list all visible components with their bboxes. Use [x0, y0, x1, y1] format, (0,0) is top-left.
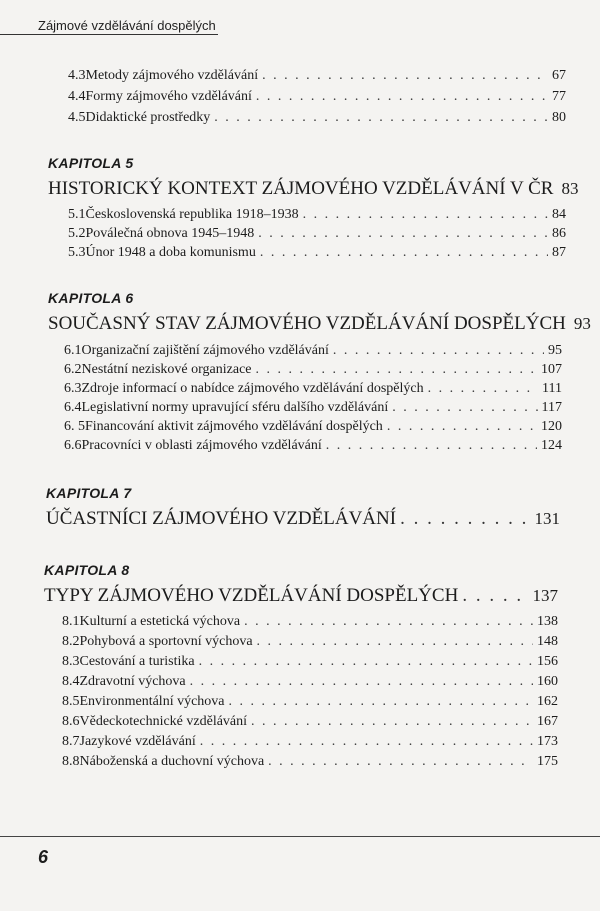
chapter-heading — [48, 313, 591, 341]
entry-page: 175 — [537, 754, 558, 769]
entry-title: Formy zájmového vzdělávání — [85, 89, 252, 104]
entry-number: 5.2 — [68, 226, 86, 241]
chapter-title: HISTORICKÝ KONTEXT ZÁJMOVÉHO VZDĚLÁVÁNÍ V ČR — [48, 178, 554, 199]
entry-title: Zdroje informací o nabídce zájmového vzdělávání dospělých — [81, 381, 424, 396]
entry-number: 6.6 — [64, 438, 82, 453]
dot-leader — [258, 226, 548, 242]
entry-page: 117 — [541, 400, 562, 415]
chapter-page: 137 — [532, 586, 558, 605]
chapter-label: KAPITOLA 5 — [48, 155, 134, 171]
entry-title: Cestování a turistika — [79, 654, 195, 669]
entry-title: Pracovníci v oblasti zájmového vzdělávání — [81, 438, 322, 453]
chapter-page: 93 — [573, 314, 591, 333]
toc-entry — [62, 634, 558, 656]
entry-number: 8.3 — [62, 654, 80, 669]
entry-title: Didaktické prostředky — [85, 110, 211, 125]
entry-title: Financování aktivit zájmového vzdělávání dospělých — [85, 419, 383, 434]
page-number: 6 — [38, 847, 49, 867]
toc-entry — [62, 734, 558, 756]
entry-title: Únor 1948 a doba komunismu — [85, 245, 256, 260]
entry-title: Zdravotní výchova — [79, 674, 186, 689]
chapter-title: ÚČASTNÍCI ZÁJMOVÉHO VZDĚLÁVÁNÍ — [46, 508, 397, 529]
chapter-heading — [46, 508, 560, 536]
dot-leader — [392, 400, 537, 416]
dot-leader — [214, 110, 548, 126]
entry-page: 86 — [552, 226, 566, 241]
entry-number: 8.8 — [62, 754, 80, 769]
entry-number: 8.7 — [62, 734, 80, 749]
dot-leader — [199, 654, 533, 670]
dot-leader — [333, 343, 544, 359]
toc-entry — [62, 614, 558, 636]
entry-number: 8.5 — [62, 694, 80, 709]
entry-page: 95 — [548, 343, 562, 358]
entry-title: Organizační zajištění zájmového vzdělávání — [81, 343, 329, 358]
dot-leader — [387, 419, 537, 435]
entry-title: Nestátní neziskové organizace — [81, 362, 252, 377]
entry-title: Československá republika 1918–1938 — [85, 207, 299, 222]
chapter-title: SOUČASNÝ STAV ZÁJMOVÉHO VZDĚLÁVÁNÍ DOSPĚLÝCH — [48, 313, 566, 334]
entry-title: Jazykové vzdělávání — [79, 734, 196, 749]
entry-number: 6.2 — [64, 362, 82, 377]
dot-leader — [428, 381, 538, 397]
dot-leader — [256, 89, 548, 105]
dot-leader — [268, 754, 533, 770]
entry-number: 4.4 — [68, 89, 86, 104]
toc-entry — [68, 89, 566, 111]
toc-entry — [62, 694, 558, 716]
chapter-page: 83 — [561, 179, 579, 198]
dot-leader — [400, 508, 530, 530]
entry-title: Poválečná obnova 1945–1948 — [85, 226, 255, 241]
entry-number: 8.6 — [62, 714, 80, 729]
footer-rule — [0, 836, 600, 837]
entry-page: 156 — [537, 654, 558, 669]
entry-page: 87 — [552, 245, 566, 260]
chapter-heading — [44, 585, 558, 613]
entry-number: 5.3 — [68, 245, 86, 260]
entry-number: 8.1 — [62, 614, 80, 629]
entry-page: 120 — [541, 419, 562, 434]
toc-entry — [62, 754, 558, 776]
dot-leader — [251, 714, 533, 730]
chapter-heading — [48, 178, 579, 206]
entry-page: 167 — [537, 714, 558, 729]
entry-page: 138 — [537, 614, 558, 629]
dot-leader — [257, 634, 533, 650]
chapter-label: KAPITOLA 6 — [48, 290, 134, 306]
entry-number: 8.4 — [62, 674, 80, 689]
entry-number: 6.4 — [64, 400, 82, 415]
dot-leader — [303, 207, 548, 223]
header-rule — [0, 34, 218, 35]
entry-number: 5.1 — [68, 207, 86, 222]
chapter-label: KAPITOLA 7 — [46, 485, 132, 501]
toc-entry — [68, 110, 566, 132]
entry-number: 4.5 — [68, 110, 86, 125]
chapter-page: 131 — [534, 509, 560, 528]
entry-page: 67 — [552, 68, 566, 83]
entry-page: 111 — [542, 381, 562, 396]
entry-page: 173 — [537, 734, 558, 749]
entry-number: 6.1 — [64, 343, 82, 358]
entry-page: 77 — [552, 89, 566, 104]
toc-entry — [68, 245, 566, 267]
dot-leader — [462, 585, 528, 607]
entry-page: 160 — [537, 674, 558, 689]
chapter-title: TYPY ZÁJMOVÉHO VZDĚLÁVÁNÍ DOSPĚLÝCH — [44, 585, 459, 606]
entry-page: 107 — [541, 362, 562, 377]
entry-number: 6. 5 — [64, 419, 85, 434]
entry-page: 148 — [537, 634, 558, 649]
dot-leader — [256, 362, 537, 378]
dot-leader — [262, 68, 548, 84]
entry-title: Legislativní normy upravující sféru dalšího vzdělávání — [81, 400, 389, 415]
chapter-label: KAPITOLA 8 — [44, 562, 130, 578]
dot-leader — [190, 674, 533, 690]
toc-entry — [68, 68, 566, 90]
entry-number: 4.3 — [68, 68, 86, 83]
entry-page: 124 — [541, 438, 562, 453]
entry-title: Pohybová a sportovní výchova — [79, 634, 253, 649]
running-header: Zájmové vzdělávání dospělých — [38, 18, 216, 33]
entry-title: Environmentální výchova — [79, 694, 225, 709]
entry-number: 8.2 — [62, 634, 80, 649]
toc-entry — [62, 714, 558, 736]
entry-page: 84 — [552, 207, 566, 222]
toc-entry — [62, 674, 558, 696]
entry-number: 6.3 — [64, 381, 82, 396]
dot-leader — [200, 734, 533, 750]
toc-entry — [64, 438, 562, 460]
entry-page: 80 — [552, 110, 566, 125]
toc-entry — [62, 654, 558, 676]
entry-title: Vědeckotechnické vzdělávání — [79, 714, 248, 729]
entry-page: 162 — [537, 694, 558, 709]
entry-title: Metody zájmového vzdělávání — [85, 68, 259, 83]
dot-leader — [326, 438, 537, 454]
entry-title: Kulturní a estetická výchova — [79, 614, 241, 629]
dot-leader — [229, 694, 533, 710]
entry-title: Náboženská a duchovní výchova — [79, 754, 265, 769]
dot-leader — [260, 245, 548, 261]
dot-leader — [244, 614, 533, 630]
